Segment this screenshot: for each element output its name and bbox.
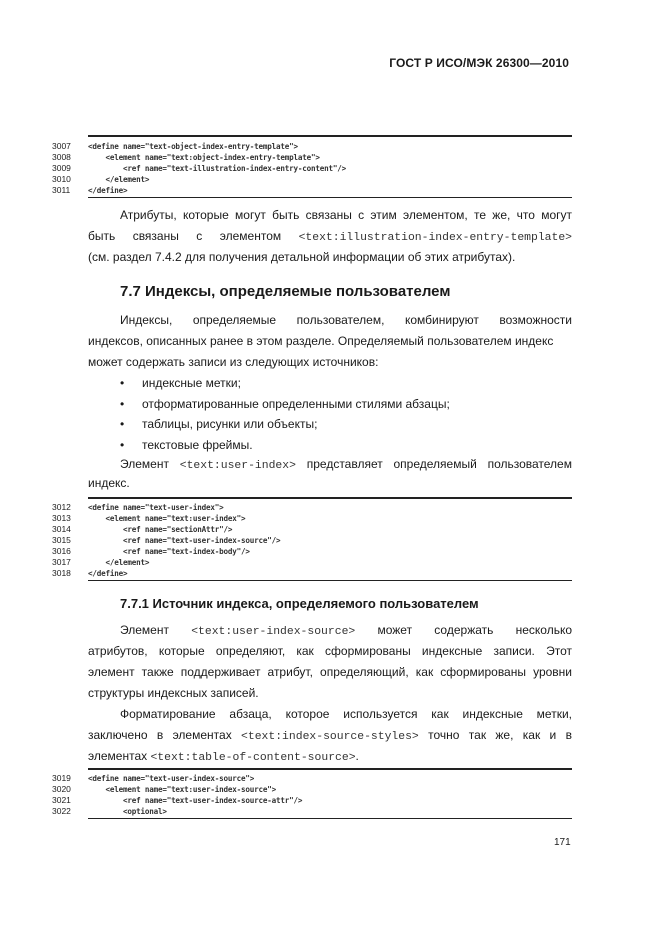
code-text: <ref name="text-user-index-source-attr"/>	[88, 796, 303, 805]
code-text: <element name="text:object-index-entry-template">	[88, 153, 320, 162]
paragraph-text: Форматирование абзаца, которое используется как индексные метки,	[120, 707, 572, 721]
bullet-marker: •	[120, 438, 125, 452]
standard-header: ГОСТ Р ИСО/МЭК 26300—2010	[389, 56, 569, 70]
inline-code: <text:user-index>	[179, 460, 296, 472]
line-number: 3019	[52, 773, 71, 783]
paragraph-line	[88, 704, 572, 726]
paragraph-line: индексов, описанных ранее в этом разделе. Определяемый пользователем индекс	[88, 334, 554, 348]
inline-code: <text:illustration-index-entry-template>	[298, 232, 572, 244]
list-item	[120, 373, 241, 393]
list-item-text: таблицы, рисунки или объекты;	[142, 417, 318, 431]
line-number: 3007	[52, 141, 71, 151]
paragraph-line: индекс.	[88, 476, 130, 490]
code-text: <ref name="text-user-index-source"/>	[88, 536, 281, 545]
list-item-text: отформатированные определенными стилями абзацы;	[142, 397, 450, 411]
code-text: <define name="text-user-index">	[88, 503, 224, 512]
code-text: </element>	[88, 175, 150, 184]
code-text: <ref name="text-index-body"/>	[88, 547, 250, 556]
list-item	[120, 435, 253, 455]
code-rule-top	[88, 768, 572, 770]
line-number: 3016	[52, 546, 71, 556]
line-number: 3009	[52, 163, 71, 173]
paragraph-text: может содержать несколько	[377, 623, 573, 637]
paragraph-text: элементах	[88, 749, 148, 763]
list-item	[120, 414, 317, 434]
paragraph-line	[88, 310, 572, 332]
code-text: <ref name="text-illustration-index-entry-content"/>	[88, 164, 346, 173]
paragraph-attributes	[88, 205, 572, 227]
code-text: </element>	[88, 558, 150, 567]
paragraph-line: Атрибуты, которые могут быть связаны с этим элементом, те же, что могут	[120, 208, 572, 222]
code-text: <optional>	[88, 807, 167, 816]
page-number: 171	[554, 837, 571, 848]
code-text: <define name="text-user-index-source">	[88, 774, 255, 783]
paragraph-text: точно так же, как и в	[428, 728, 572, 742]
line-number: 3008	[52, 152, 71, 162]
subsection-heading: 7.7.1 Источник индекса, определяемого пользователем	[120, 596, 479, 611]
paragraph-text: .	[355, 749, 359, 763]
paragraph-text: Элемент	[120, 457, 169, 471]
bullet-marker: •	[120, 376, 125, 390]
paragraph-line: атрибутов, которые определяют, как сформированы индексные записи. Этот	[88, 644, 572, 658]
code-rule-bottom	[88, 197, 572, 198]
line-number: 3015	[52, 535, 71, 545]
line-number: 3014	[52, 524, 71, 534]
list-item-text: индексные метки;	[142, 376, 241, 390]
line-number: 3021	[52, 795, 71, 805]
paragraph-line: структуры индексных записей.	[88, 686, 259, 700]
line-number: 3011	[52, 185, 71, 195]
code-text: <define name="text-object-index-entry-template">	[88, 142, 298, 151]
inline-code: <text:index-source-styles>	[241, 731, 419, 743]
paragraph-text: быть связаны с элементом	[88, 229, 282, 243]
line-number: 3018	[52, 568, 71, 578]
code-rule-bottom	[88, 818, 572, 819]
paragraph-line: элемент также поддерживает атрибут, определяющий, как сформированы уровни	[88, 665, 572, 679]
paragraph-text: Индексы, определяемые пользователем, комбинируют возможности	[120, 313, 572, 327]
code-rule-top	[88, 497, 572, 499]
code-text: <ref name="sectionAttr"/>	[88, 525, 233, 534]
code-text: </define>	[88, 569, 128, 578]
list-item-text: текстовые фреймы.	[142, 438, 253, 452]
paragraph-line	[88, 746, 572, 770]
section-heading: 7.7 Индексы, определяемые пользователем	[120, 283, 451, 300]
paragraph-line: может содержать записи из следующих источников:	[88, 355, 379, 369]
bullet-marker: •	[120, 417, 125, 431]
bullet-marker: •	[120, 397, 125, 411]
line-number: 3013	[52, 513, 71, 523]
line-number: 3022	[52, 806, 71, 816]
line-number: 3012	[52, 502, 71, 512]
code-text: <element name="text:user-index">	[88, 514, 246, 523]
paragraph-text: заключено в элементах	[88, 728, 232, 742]
inline-code: <text:user-index-source>	[191, 626, 356, 638]
paragraph-text: представляет определяемый пользователем	[306, 457, 572, 471]
line-number: 3020	[52, 784, 71, 794]
code-rule-top	[88, 135, 572, 137]
code-text: </define>	[88, 186, 128, 195]
code-rule-bottom	[88, 580, 572, 581]
list-item	[120, 394, 450, 414]
paragraph-line: (см. раздел 7.4.2 для получения детальной информации об этих атрибутах).	[88, 250, 516, 264]
paragraph-text: Элемент	[120, 623, 169, 637]
line-number: 3017	[52, 557, 71, 567]
line-number: 3010	[52, 174, 71, 184]
inline-code: <text:table-of-content-source>	[150, 752, 356, 764]
code-text: <element name="text:user-index-source">	[88, 785, 276, 794]
